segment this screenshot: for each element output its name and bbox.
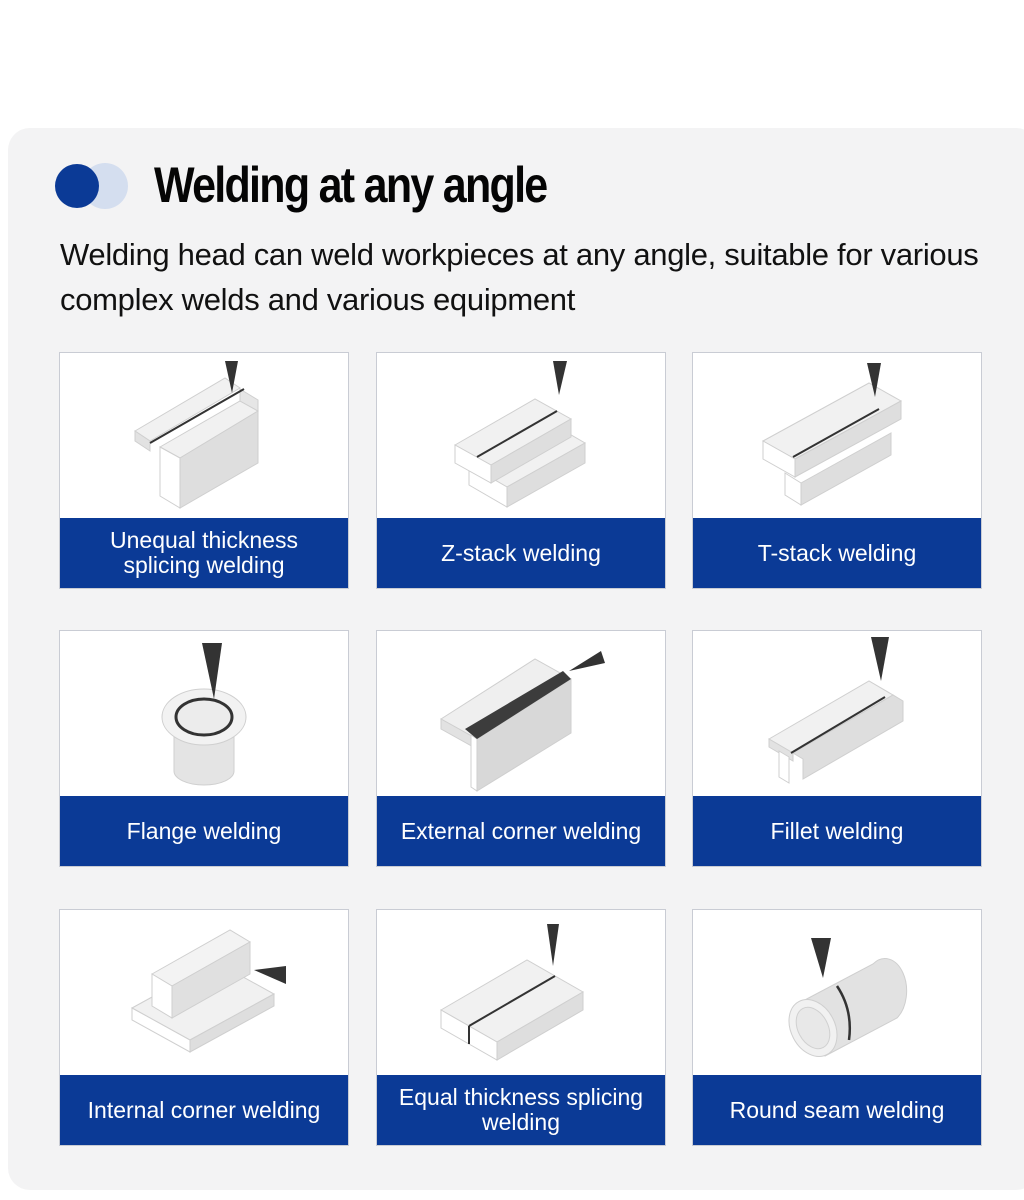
card-label: Flange welding xyxy=(60,796,348,866)
card-label: Internal corner welding xyxy=(60,1075,348,1145)
card-label: Z-stack welding xyxy=(377,518,665,588)
card-label: Equal thickness splicing welding xyxy=(377,1075,665,1145)
round-seam-icon xyxy=(693,910,981,1076)
t-stack-icon xyxy=(693,353,981,519)
card-external-corner xyxy=(376,630,666,867)
card-label: Fillet welding xyxy=(693,796,981,866)
card-label: External corner welding xyxy=(377,796,665,866)
section-description: Welding head can weld workpieces at any angle, suitable for various complex welds and various equipment xyxy=(60,237,979,317)
card-equal-thickness-splicing xyxy=(376,909,666,1146)
card-flange xyxy=(59,630,349,867)
card-label: Unequal thickness splicing welding xyxy=(60,518,348,588)
internal-corner-icon xyxy=(60,910,348,1076)
card-internal-corner xyxy=(59,909,349,1146)
card-unequal-thickness-splicing xyxy=(59,352,349,589)
section-title: Welding at any angle xyxy=(154,157,547,213)
card-fillet xyxy=(692,630,982,867)
card-t-stack xyxy=(692,352,982,589)
fillet-icon xyxy=(693,631,981,797)
equal-thickness-splicing-icon xyxy=(377,910,665,1076)
unequal-thickness-splicing-icon xyxy=(60,353,348,519)
card-label: T-stack welding xyxy=(693,518,981,588)
flange-icon xyxy=(60,631,348,797)
card-label: Round seam welding xyxy=(693,1075,981,1145)
external-corner-icon xyxy=(377,631,665,797)
card-z-stack xyxy=(376,352,666,589)
z-stack-icon xyxy=(377,353,665,519)
card-round-seam xyxy=(692,909,982,1146)
section-dots-icon xyxy=(55,162,135,210)
